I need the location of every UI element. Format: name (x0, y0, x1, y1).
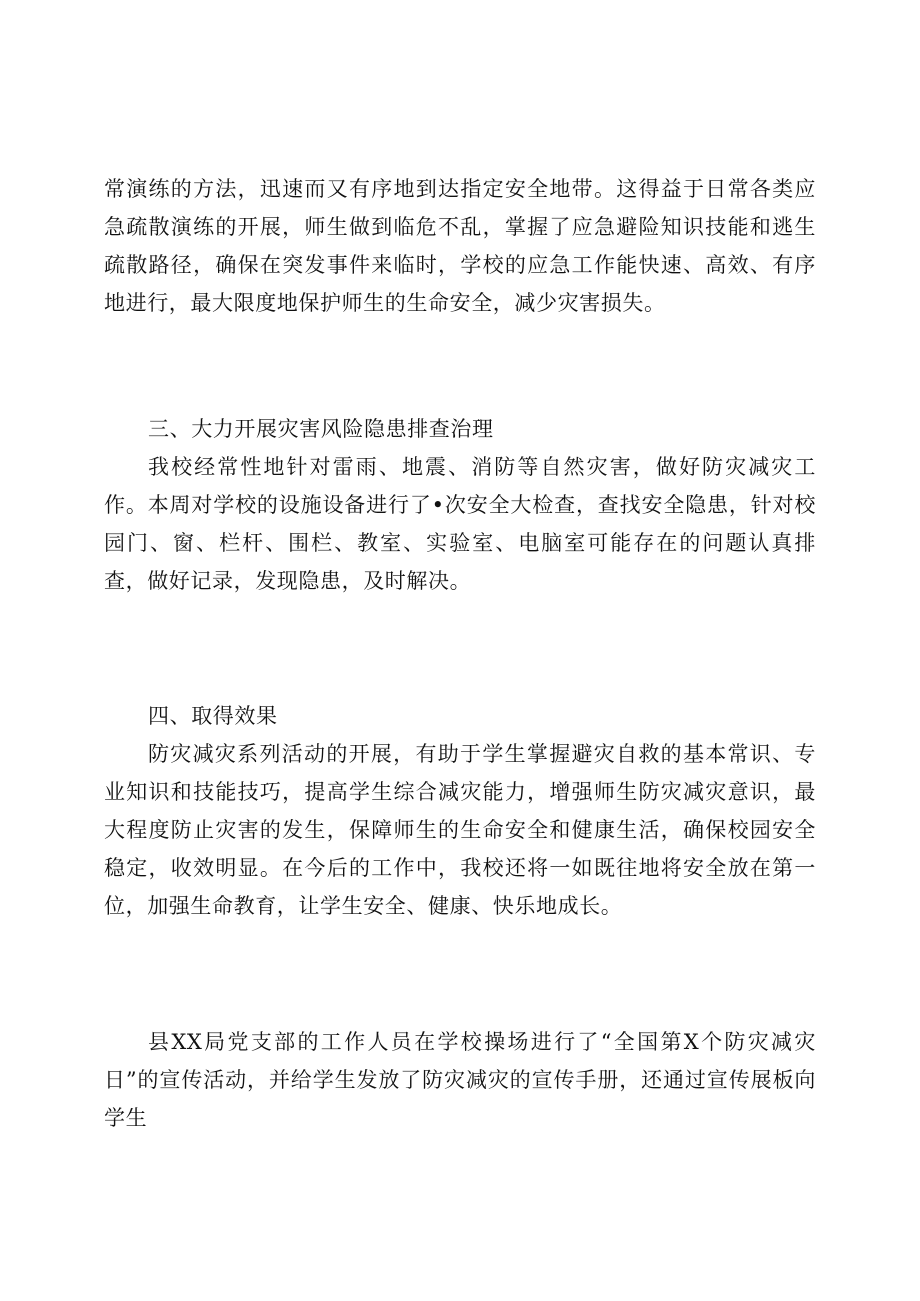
section-four-block (104, 697, 816, 925)
section-four-paragraph: 防灾减灾系列活动的开展，有助于学生掌握避灾自救的基本常识、专业知识和技能技巧，提高学生综合减灾能力，增强师生防灾减灾意识，最大程度防止灾害的发生，保障师生的生命安全和健康生活，确保校园安全稳定，收效明显。在今后的工作中，我校还将一如既往地将安全放在第一位，加强生命教育，让学生安全、健康、快乐地成长。 (104, 742, 816, 918)
section-three-block (104, 410, 816, 600)
continuation-block (104, 170, 816, 322)
section-three-paragraph: 我校经常性地针对雷雨、地震、消防等自然灾害，做好防灾减灾工作。本周对学校的设施设备进行了•次安全大检查，查找安全隐患，针对校园门、窗、栏杆、围栏、教室、实验室、电脑室可能存在的问题认真排查，做好记录，发现隐患，及时解决。 (104, 455, 816, 593)
final-paragraph: 县XX局党支部的工作人员在学校操场进行了“全国第X个防灾减灾日”的宣传活动，并给学生发放了防灾减灾的宣传手册，还通过宣传展板向学生 (104, 1030, 816, 1130)
final-block (104, 1023, 816, 1137)
section-three-heading: 三、大力开展灾害风险隐患排查治理 (148, 417, 494, 441)
section-four-heading: 四、取得效果 (148, 704, 278, 728)
continuation-paragraph: 常演练的方法，迅速而又有序地到达指定安全地带。这得益于日常各类应急疏散演练的开展，师生做到临危不乱，掌握了应急避险知识技能和逃生疏散路径，确保在突发事件来临时，学校的应急工作能快速、高效、有序地进行，最大限度地保护师生的生命安全，减少灾害损失。 (104, 177, 816, 315)
